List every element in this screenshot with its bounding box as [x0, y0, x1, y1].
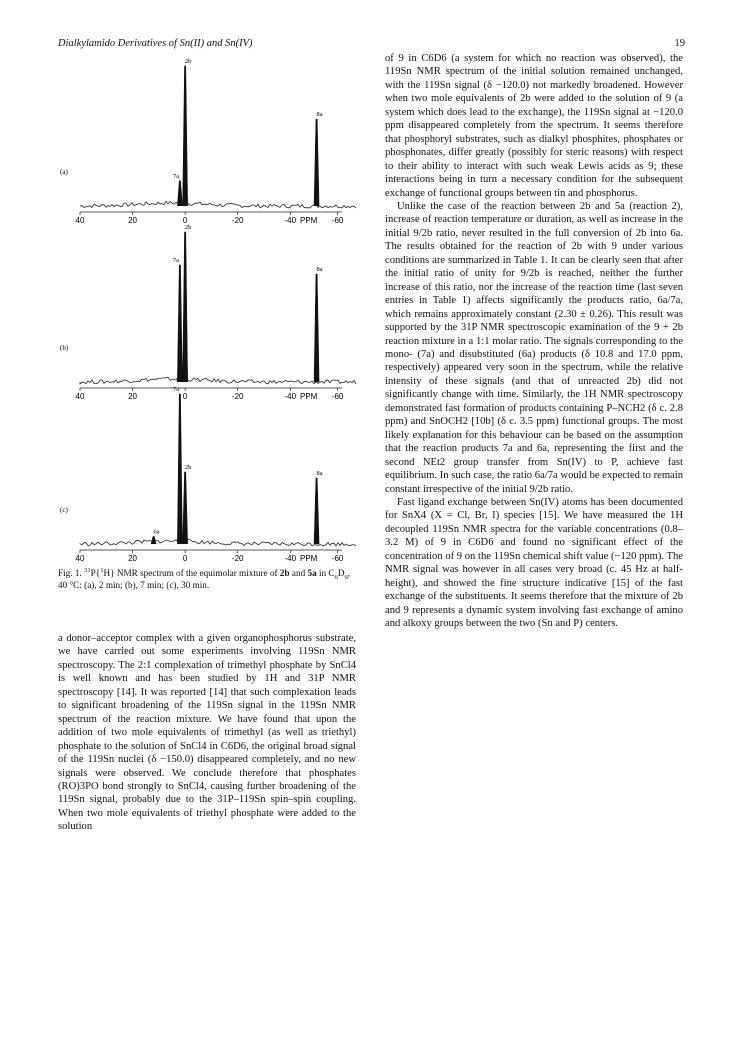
- peak-label-6a: 6a: [153, 528, 160, 536]
- right-column: [385, 52, 683, 630]
- axis-tick-label: 20: [128, 216, 138, 225]
- axis-tick-label: PPM: [300, 216, 318, 225]
- peak-8a: [314, 119, 319, 206]
- axis-tick-label: -40: [284, 392, 297, 401]
- axis-tick-label: -60: [331, 554, 344, 563]
- axis-tick-label: -20: [231, 554, 244, 563]
- nmr-spectra-svg: [58, 56, 358, 566]
- peak-7a: [177, 181, 182, 206]
- axis-tick-label: -20: [231, 216, 244, 225]
- panel-label: (b): [60, 344, 69, 352]
- peak-label-7a: 7a: [172, 257, 179, 264]
- running-header: [58, 38, 685, 52]
- panel-label: (a): [60, 168, 68, 176]
- axis-tick-label: 40: [75, 554, 85, 563]
- peak-label-8a: 8a: [316, 111, 323, 119]
- axis-tick-label: 40: [75, 216, 85, 225]
- axis-tick-label: 20: [128, 554, 138, 563]
- peak-6a: [151, 537, 156, 545]
- panel-label: (c): [60, 506, 68, 514]
- peak-label-7a: 7a: [172, 172, 179, 180]
- axis-tick-label: PPM: [300, 392, 318, 401]
- axis-tick-label: 0: [182, 554, 188, 563]
- nmr-figure: [58, 56, 358, 586]
- axis-tick-label: -40: [284, 216, 297, 225]
- peak-8a: [314, 274, 319, 382]
- axis-tick-label: 0: [182, 216, 188, 225]
- running-title: Dialkylamido Derivatives of Sn(II) and Sn(IV): [58, 38, 253, 49]
- peak-7a: [177, 265, 182, 382]
- peak-label-2b: 2b: [184, 224, 192, 231]
- peak-label-2b: 2b: [184, 464, 192, 471]
- axis-tick-label: PPM: [300, 554, 318, 563]
- peak-7a: [177, 394, 182, 544]
- axis-tick-label: -60: [331, 216, 344, 225]
- right-paragraph-2: Unlike the case of the reaction between 2b and 5a (reaction 2), increase of reaction temperature or duration, as well as increase in the initial 9/2b ratio, never resulted in the full conversion of 2b into 6a. The results obtained for the reaction of 2b with 9 under various conditions are summarized in Table 1. It can be clearly seen that after the initial ratio of unity for 9/2b is reached, neither the further increase of this ratio, nor the increase of the reaction time (last seven entries in Table 1) affects significantly the products ratio, 6a/7a, which remains approximately constant (2.30 ± 0.26). This result was supported by the 31P NMR spectroscopic examination of the 9 + 2b reaction mixture in a 1:1 molar ratio. The signals corresponding to the mono- (7a) and disubstituted (6a) products (δ 10.8 and 17.0 ppm, respectively) appeared very soon in the spectrum, while the relative intensity of these signals (and that of unreacted 2b) did not significantly change with time. Similarly, the 1H NMR spectroscopy demonstrated fast formation of products containing P–NCH2 (δ c. 2.8 ppm) and SnOCH2 [10b] (δ c. 3.5 ppm) functional groups. The most likely explanation for this behaviour can be based on the assumption that the reaction products 7a and 6a, representing the first and the second NEt2 group transfer from Sn(IV) to P, achieve fast equilibrium. In such case, the ratio 6a/7a would be expected to remain constant irrespective of the initial 9/2b ratio.: [385, 200, 683, 495]
- peak-label-8a: 8a: [316, 470, 323, 477]
- peak-2b: [183, 472, 188, 544]
- axis-tick-label: -20: [231, 392, 244, 401]
- axis-tick-label: -60: [331, 392, 344, 401]
- peak-label-2b: 2b: [184, 58, 192, 65]
- figure-caption: Fig. 1. $^{31}$P{$^1$H} NMR spectrum of the equimolar mixture of 2b and 5a in $C_6D_6$, 40 °C: (a), 2 min; (b), 7 min; (c), 30 min.: [58, 566, 351, 590]
- right-paragraph-1: of 9 in C6D6 (a system for which no reaction was observed), the 119Sn NMR spectrum of the initial solution remained unchanged, with the 119Sn signal (δ −120.0) not markedly broadened. However when two mole equivalents of 2b were added to the solution of 9 (a system which does lead to the exchange), the 119Sn signal at −120.0 ppm disappeared completely from the spectrum. It seems therefore that phosphoryl substrates, such as dialkyl phosphites, phosphates or phosphonates, differ greatly (possibly for steric reasons) with respect to their ability to interact with such weak Lewis acids as 9; these interactions being in turn a necessary condition for the subsequent exchange of functional groups between tin and phosphorus.: [385, 53, 683, 199]
- axis-tick-label: 0: [182, 392, 188, 401]
- peak-2b: [183, 66, 188, 206]
- page-number: 19: [674, 38, 685, 49]
- axis-tick-label: 40: [75, 392, 85, 401]
- peak-2b: [183, 232, 188, 382]
- left-paragraph-1: a donor–acceptor complex with a given organophosphorus substrate, we have carried out some experiments involving 119Sn NMR spectroscopy. The 2:1 complexation of trimethyl phosphate by SnCl4 is well known and has been studied by 1H and 31P NMR spectroscopy [14]. It was reported [14] that such complexation leads to significant broadening of the 119Sn signal in the 119Sn NMR spectrum of the reaction mixture. We have found that upon the addition of two mole equivalents of trimethyl (as well as triethyl) phosphate to the solution of SnCl4 in C6D6, the original broad signal of the 119Sn nuclei (δ −150.0) disappeared completely, and no new signals were observed. We conclude therefore that phosphates (RO)3PO bond strongly to SnCl4, causing further broadening of the 119Sn signal, probably due to the 31P–119Sn spin–spin coupling. When two mole equivalents of triethyl phosphate were added to the solution: [58, 633, 356, 833]
- right-paragraph-3: Fast ligand exchange between Sn(IV) atoms has been documented for SnX4 (X = Cl, Br, I) species [15]. We have measured the 1H decoupled 119Sn NMR spectra for the variable concentrations (0.8–3.2 M) of 9 in C6D6 and found no significant effect of the concentration of 9 on the 119Sn chemical shift value (−120 ppm). The NMR signal was however in all cases very broad (c. 45 Hz at half-height), and showed the fine structure indicative [15] of the fast exchange of the substituents. It seems therefore that the mixture of 2b and 9 represents a dynamic system involving fast exchange of amino and alkoxy groups between the two (Sn and P) centers.: [385, 496, 683, 630]
- axis-tick-label: -40: [284, 554, 297, 563]
- peak-label-8a: 8a: [316, 266, 323, 273]
- peak-8a: [314, 478, 319, 544]
- peak-label-7a: 7a: [172, 386, 179, 393]
- axis-tick-label: 20: [128, 392, 138, 401]
- left-column: [58, 632, 356, 834]
